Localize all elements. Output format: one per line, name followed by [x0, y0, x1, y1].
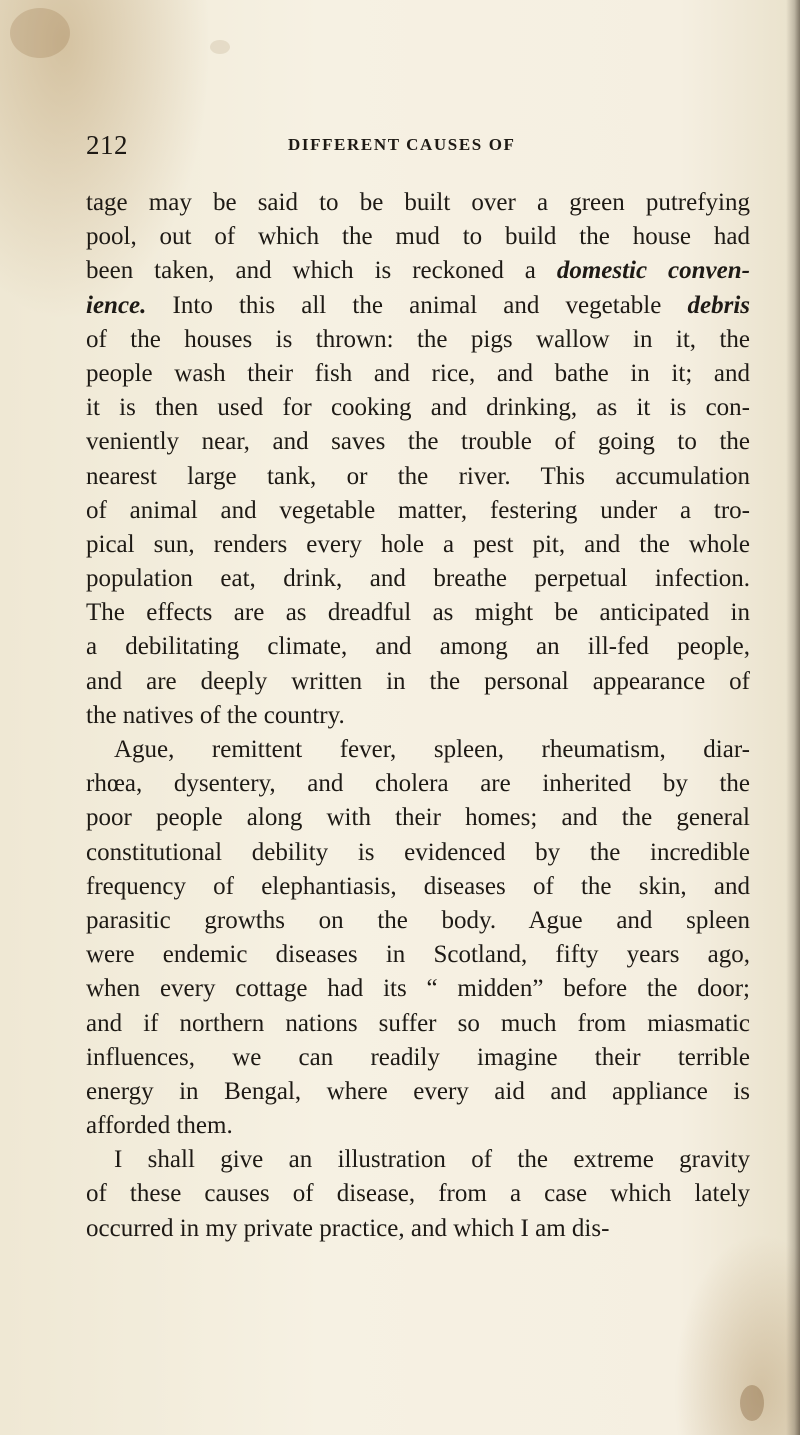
- text-run: a debilitating climate, and among an ill-fed people,: [86, 633, 750, 661]
- text-line: [86, 1041, 750, 1075]
- text-run: it is then used for cooking and drinking, as it is con-: [86, 394, 750, 422]
- page-header: [86, 130, 746, 160]
- text-line: [86, 938, 750, 972]
- text-line: [86, 562, 750, 596]
- text-line: [86, 1212, 750, 1246]
- text-run: occurred in my private practice, and which I am dis-: [86, 1214, 610, 1242]
- foxing-stain: [740, 1385, 764, 1421]
- italic-text-run: domestic conven-: [556, 257, 750, 285]
- text-line: [86, 494, 750, 528]
- text-line: [86, 528, 750, 562]
- text-run: of the houses is thrown: the pigs wallow in it, the: [86, 325, 750, 353]
- text-run: rhœa, dysentery, and cholera are inherited by the: [86, 770, 750, 798]
- text-run: been taken, and which is reckoned a: [86, 257, 557, 285]
- text-line: [86, 836, 750, 870]
- text-run: pool, out of which the mud to build the house had: [86, 223, 750, 251]
- text-run: and are deeply written in the personal appearance of: [86, 667, 750, 695]
- text-line: [86, 425, 750, 459]
- text-run: of these causes of disease, from a case which lately: [86, 1180, 750, 1208]
- running-head: DIFFERENT CAUSES OF: [288, 135, 516, 154]
- text-run: The effects are as dreadful as might be anticipated in: [86, 599, 750, 627]
- text-run: constitutional debility is evidenced by the incredible: [86, 838, 750, 866]
- text-run: and if northern nations suffer so much from miasmatic: [86, 1009, 750, 1037]
- text-run: afforded them.: [86, 1112, 233, 1140]
- text-line: [86, 801, 750, 835]
- text-run: influences, we can readily imagine their terrible: [86, 1043, 750, 1071]
- text-line: [86, 391, 750, 425]
- text-line: [86, 699, 750, 733]
- body-text: [86, 186, 750, 1246]
- text-line: [86, 1177, 750, 1211]
- text-run: when every cottage had its “ midden” before the door;: [86, 975, 750, 1003]
- page-number: 212: [86, 130, 128, 160]
- text-line: [86, 630, 750, 664]
- page-edge-shadow: [786, 0, 800, 1435]
- text-run: poor people along with their homes; and the general: [86, 804, 750, 832]
- text-line: [86, 767, 750, 801]
- text-run: were endemic diseases in Scotland, fifty years ago,: [86, 941, 750, 969]
- text-line: [86, 254, 750, 288]
- text-run: pical sun, renders every hole a pest pit, and the whole: [86, 530, 750, 558]
- text-line: [86, 596, 750, 630]
- text-run: I shall give an illustration of the extreme gravity: [114, 1146, 750, 1174]
- text-run: parasitic growths on the body. Ague and spleen: [86, 906, 750, 934]
- text-run: nearest large tank, or the river. This accumulation: [86, 462, 750, 490]
- text-run: frequency of elephantiasis, diseases of the skin, and: [86, 872, 750, 900]
- text-run: Into this all the animal and vegetable: [146, 291, 688, 319]
- text-run: population eat, drink, and breathe perpetual infection.: [86, 565, 750, 593]
- text-line: [86, 1007, 750, 1041]
- text-line: [86, 323, 750, 357]
- text-line: [86, 186, 750, 220]
- text-line: [86, 220, 750, 254]
- text-line: [86, 870, 750, 904]
- text-run: people wash their fish and rice, and bathe in it; and: [86, 359, 750, 387]
- foxing-stain: [10, 8, 70, 58]
- text-run: the natives of the country.: [86, 701, 345, 729]
- text-line: [86, 289, 750, 323]
- text-run: veniently near, and saves the trouble of going to the: [86, 428, 750, 456]
- italic-text-run: debris: [687, 291, 750, 319]
- text-run: tage may be said to be built over a green putrefying: [86, 189, 750, 216]
- text-line: [86, 665, 750, 699]
- text-line: [86, 357, 750, 391]
- text-line: [86, 972, 750, 1006]
- italic-text-run: ience.: [86, 291, 147, 319]
- text-run: energy in Bengal, where every aid and appliance is: [86, 1077, 750, 1105]
- text-line: [86, 1075, 750, 1109]
- text-line: [86, 460, 750, 494]
- foxing-stain: [210, 40, 230, 54]
- text-run: Ague, remittent fever, spleen, rheumatism, diar-: [114, 736, 750, 763]
- text-line: [86, 1143, 750, 1177]
- text-line: [86, 904, 750, 938]
- text-line: [86, 733, 750, 767]
- text-run: of animal and vegetable matter, festering under a tro-: [86, 496, 750, 524]
- text-line: [86, 1109, 750, 1143]
